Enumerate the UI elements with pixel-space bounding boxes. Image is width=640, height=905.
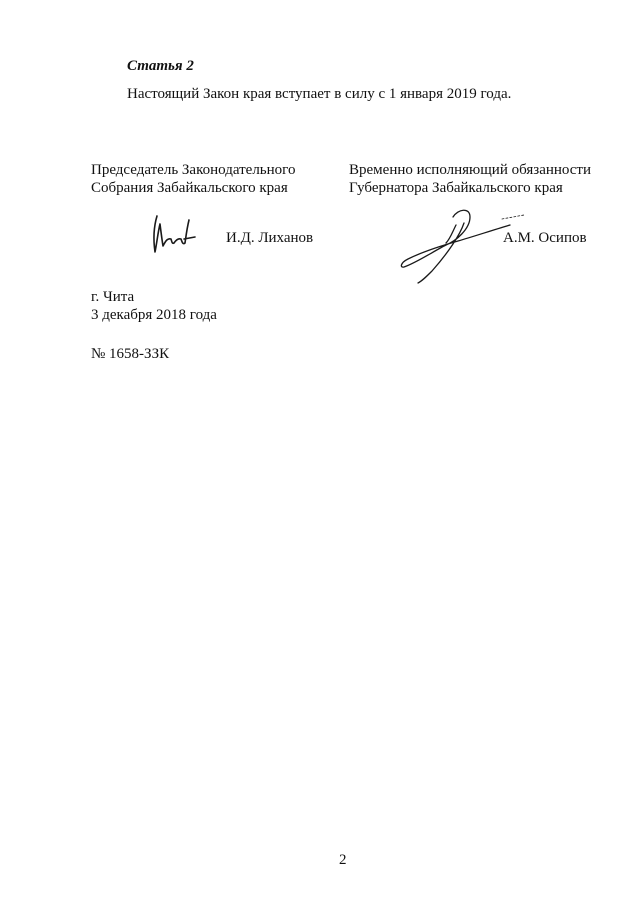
right-signatory-title-line2: Губернатора Забайкальского края (349, 180, 563, 196)
place: г. Чита (91, 289, 135, 305)
right-signatory-title (349, 161, 591, 197)
article-heading: Статья 2 (127, 58, 194, 74)
article-text: Настоящий Закон края вступает в силу с 1 января 2019 года. (127, 86, 512, 102)
document-number: № 1658-ЗЗК (91, 346, 170, 362)
date: 3 декабря 2018 года (91, 307, 217, 323)
right-signatory-title-line1: Временно исполняющий обязанности (349, 162, 592, 178)
right-signatory-name: А.М. Осипов (503, 230, 587, 246)
left-signature-image (148, 212, 196, 256)
page-number: 2 (339, 852, 347, 868)
left-signatory-title (91, 161, 295, 197)
left-signatory-title-line2: Собрания Забайкальского края (91, 180, 288, 196)
left-signatory-name: И.Д. Лиханов (226, 230, 314, 246)
left-signatory-title-line1: Председатель Законодательного (91, 162, 296, 178)
